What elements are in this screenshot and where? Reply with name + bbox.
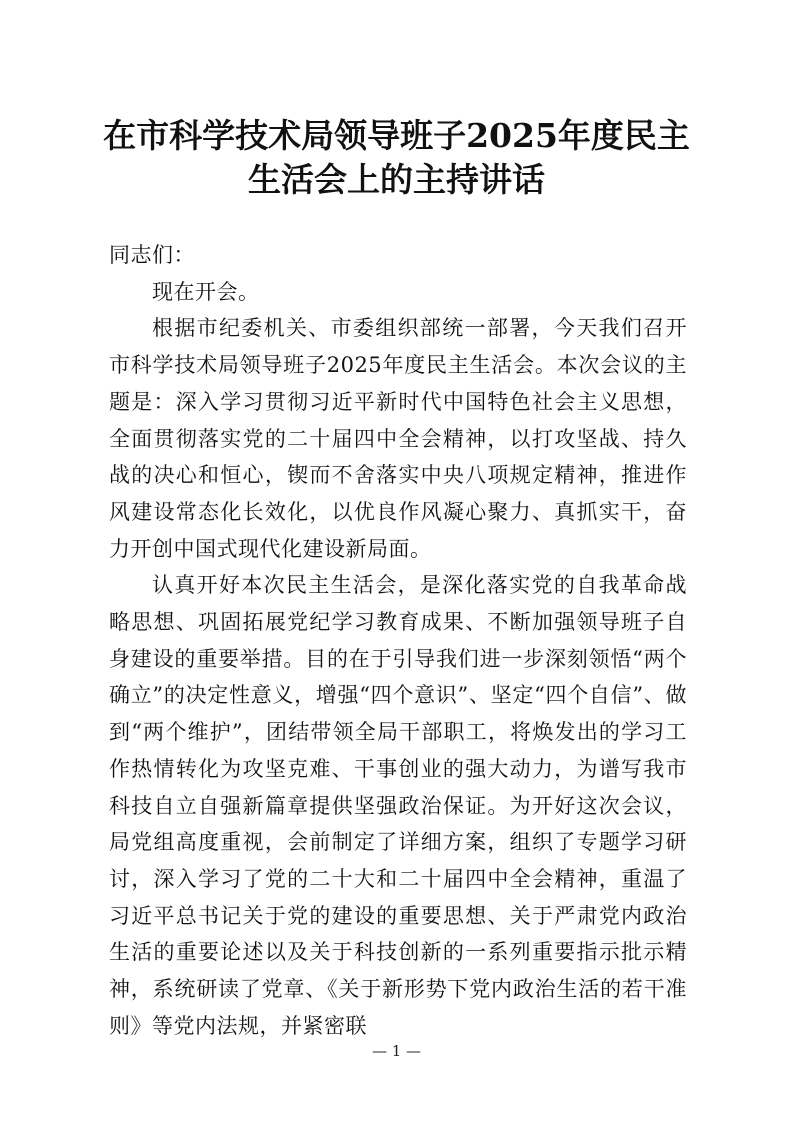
document-title-line-2: 生活会上的主持讲话 (248, 160, 545, 199)
document-body (109, 237, 687, 1044)
paragraph-1: 现在开会。 (152, 279, 260, 304)
paragraph-3: 认真开好本次民主生活会，是深化落实党的自我革命战略思想、巩固拓展党纪学习教育成果、不断加强领导班子自身建设的重要举措。目的在于引导我们进一步深刻领悟“两个确立”的决定性意义，增强“四个意识”、坚定“四个自信”、做到“两个维护”，团结带领全局干部职工，将焕发出的学习工作热情转化为攻坚克难、干事创业的强大动力，为谱写我市科技自立自强新篇章提供坚强政治保证。为开好这次会议，局党组高度重视，会前制定了详细方案，组织了专题学习研讨，深入学习了党的二十大和二十届四中全会精神，重温了习近平总书记关于党的建设的重要思想、关于严肃党内政治生活的重要论述以及关于科技创新的一系列重要指示批示精神，系统研读了党章、《关于新形势下党内政治生活的若干准则》等党内法规，并紧密联 (109, 573, 687, 1038)
document-title-line-1: 在市科学技术局领导班子2025年度民主 (103, 116, 690, 155)
paragraph-2: 根据市纪委机关、市委组织部统一部署，今天我们召开市科学技术局领导班子2025年度民主生活会。本次会议的主题是：深入学习贯彻习近平新时代中国特色社会主义思想，全面贯彻落实党的二十届四中全会精神，以打攻坚战、持久战的决心和恒心，锲而不舍落实中央八项规定精神，推进作风建设常态化长效化，以优良作风凝心聚力、真抓实干，奋力开创中国式现代化建设新局面。 (109, 316, 687, 561)
page-number: — 1 — (371, 1042, 422, 1060)
salutation: 同志们： (109, 243, 195, 267)
